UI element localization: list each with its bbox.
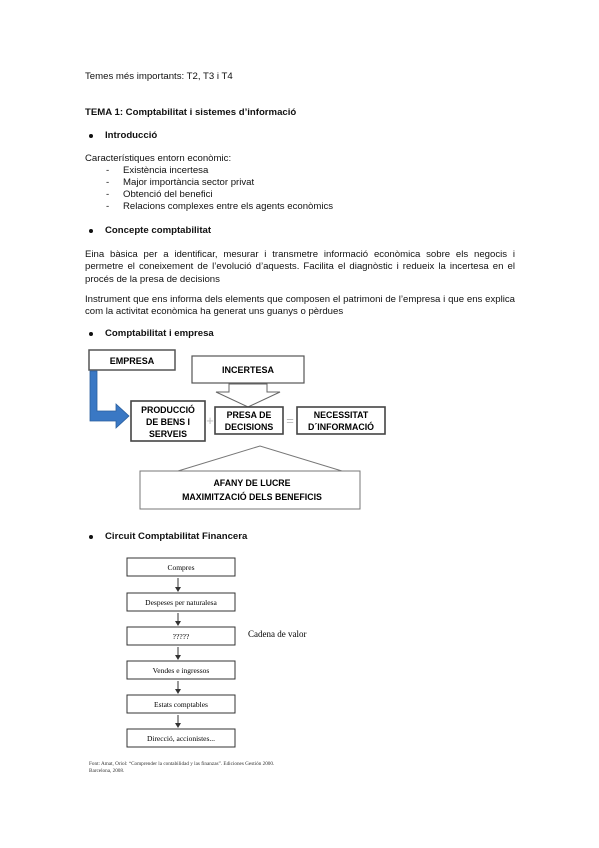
step-label: Despeses per naturalesa: [145, 598, 217, 607]
arrow-down-icon: [175, 587, 181, 592]
entorn-item: Relacions complexes entre els agents econòmics: [123, 201, 334, 212]
section-circuit: Circuit Comptabilitat Financera: [105, 531, 248, 542]
produccio-line: PRODUCCIÓ: [141, 405, 195, 415]
presa-line: PRESA DE: [226, 410, 272, 420]
equals-sign: =: [286, 413, 294, 428]
step-label: Compres: [167, 563, 195, 572]
step-label: Direcció, accionistes...: [146, 734, 216, 743]
source-line: Barcelona, 2008.: [89, 768, 125, 774]
necessitat-line: NECESSITAT: [313, 410, 369, 420]
entorn-item: Obtenció del benefici: [123, 189, 213, 200]
section-empresa: Comptabilitat i empresa: [105, 328, 214, 339]
arrow-down-icon: [175, 621, 181, 626]
paragraph-instrument: Instrument que ens informa dels elements que composen el patrimoni de l’empresa i que ens explica com la activitat econòmica ha generat uns guanys o pèrdues: [85, 294, 515, 318]
arrow-down-icon: [175, 655, 181, 660]
maximitzacio-label: MAXIMITZACIÓ DELS BENEFICIS: [182, 492, 322, 502]
afany-label: AFANY DE LUCRE: [213, 478, 291, 488]
produccio-line: DE BENS I: [146, 417, 190, 427]
section-concepte: Concepte comptabilitat: [105, 225, 212, 236]
source-line: Font: Amat, Oriol: “Comprender la contabilidad y las finanzas”. Ediciones Gestión 2000.: [89, 761, 275, 767]
cadena-label: Cadena de valor: [248, 629, 307, 639]
document-page: Temes més importants: T2, T3 i T4 TEMA 1: Comptabilitat i sistemes d’informació Introducció Característiques entorn econòmic: - Existència incertesa - Major importància sector privat - Obtenció del benefici - Relacions complexes entre els agents econòmics Concepte comptabilitat Eina bàsica per a identificar, mesurar i transmetre informació econòmica sobre els negocis i permetre el coneixement de l’evolució d’aquests. Facilita el diagnòstic i redueix la incertesa en el procés de la presa de decisions Instrument que ens informa dels elements que composen el patrimoni de l’empresa i que ens explica com la activitat econòmica ha generat uns guanys o pèrdues Comptabilitat i empresa EMPRESA INCERTESA PRODUCCIÓ DE BENS I SERVEIS + PRESA DE DECISIONS = NECESSITAT D´INFORMACIÓ AFANY DE LUCRE MAXIMITZACIÓ DELS BENEFICIS Circuit Comptabilitat Financera Compres Despeses per naturalesa ????? Cadena de valor Vendes e ingressos Estats comptables Direcció, accionistes... Font: Amat, Oriol: “Comprender la contabilidad y las finanzas”. Ediciones Gestión 2000. Barcelona, 2008.: [0, 0, 599, 848]
presa-line: DECISIONS: [224, 422, 274, 432]
necessitat-line: D´INFORMACIÓ: [308, 422, 374, 432]
incertesa-label: INCERTESA: [221, 365, 275, 375]
step-label: ?????: [172, 632, 190, 641]
entorn-heading: Característiques entorn econòmic:: [85, 153, 232, 164]
section-introduccio: Introducció: [105, 130, 158, 141]
arrow-down-icon: [175, 723, 181, 728]
produccio-line: SERVEIS: [149, 429, 187, 439]
entorn-item: Existència incertesa: [123, 165, 209, 176]
tema-title: TEMA 1: Comptabilitat i sistemes d’informació: [85, 107, 297, 118]
arrow-down-icon: [175, 689, 181, 694]
topics-line: Temes més importants: T2, T3 i T4: [85, 71, 233, 82]
paragraph-definition: Eina bàsica per a identificar, mesurar i transmetre informació econòmica sobre els negocis i permetre el coneixement de l’evolució d’aquests. Facilita el diagnòstic i redueix la incertesa en el procés de la presa de decisions: [85, 249, 515, 285]
step-label: Vendes e ingressos: [152, 666, 210, 675]
step-label: Estats comptables: [154, 700, 208, 709]
plus-sign: +: [206, 413, 214, 428]
empresa-label: EMPRESA: [109, 356, 155, 366]
entorn-item: Major importància sector privat: [123, 177, 255, 188]
